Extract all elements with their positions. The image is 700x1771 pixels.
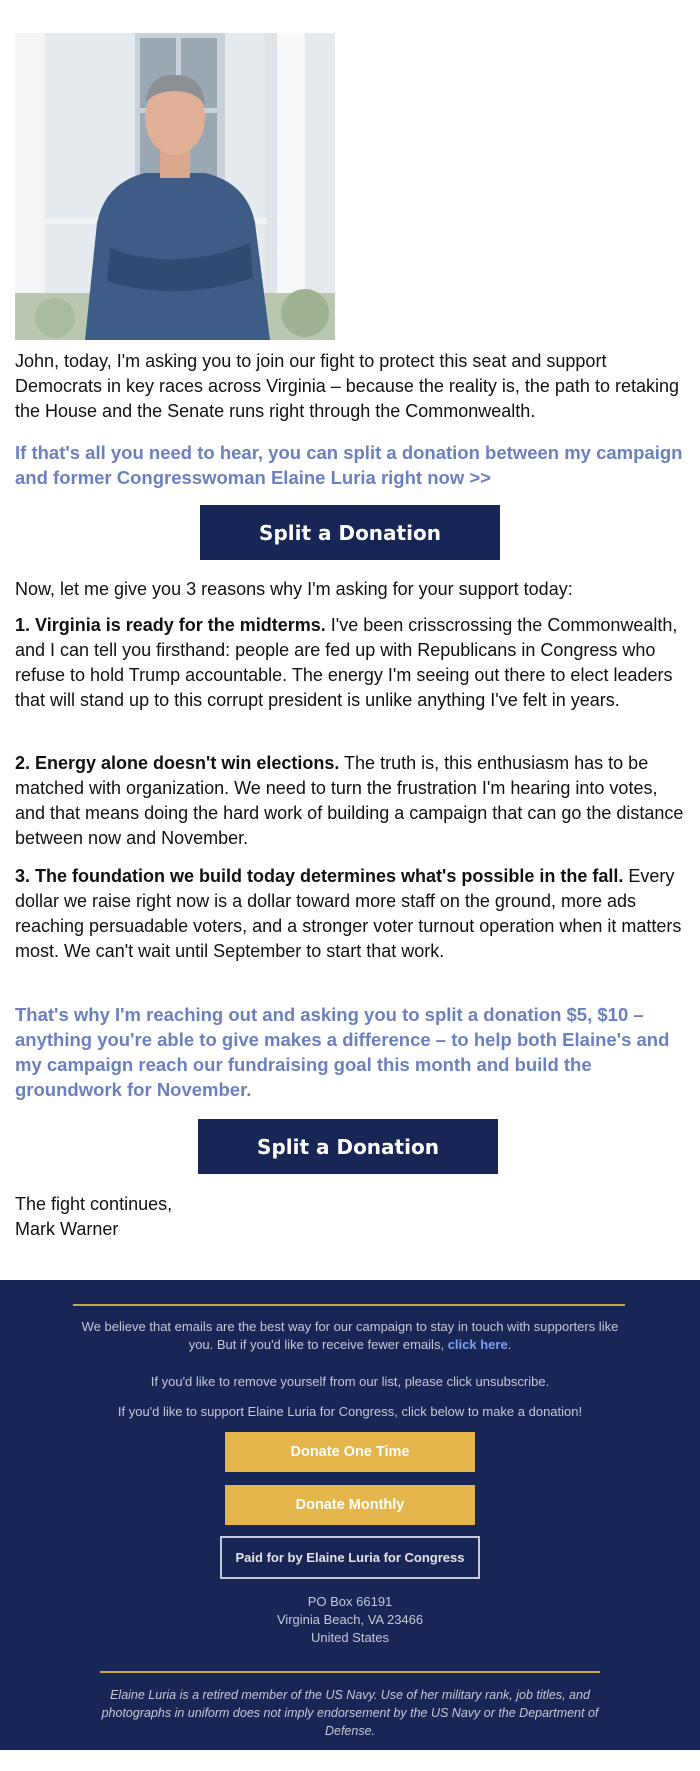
reason-2: [15, 751, 685, 851]
address-line-3: United States: [310, 1630, 390, 1645]
split-donation-button-bottom[interactable]: Split a Donation: [198, 1119, 498, 1174]
support-text: If you'd like to support Elaine Luria for Congress, click below to make a donation!: [117, 1404, 583, 1419]
email-preferences-copy: We believe that emails are the best way for our campaign to stay in touch with supporters like you. But if you'd like to receive fewer emails,: [81, 1319, 619, 1352]
candidate-photo-illustration: [15, 33, 335, 340]
page-bottom-margin: [0, 1750, 700, 1771]
reason-1-title: 1. Virginia is ready for the midterms.: [15, 615, 326, 635]
split-donation-link[interactable]: If that's all you need to hear, you can split a donation between my campaign and former Congresswoman Elaine Luria right now >>: [15, 442, 683, 488]
reasons-intro: Now, let me give you 3 reasons why I'm asking for your support today:: [15, 579, 573, 599]
mailing-address: [0, 1593, 700, 1647]
reason-2-title: 2. Energy alone doesn't win elections.: [15, 753, 340, 773]
paid-for-by-box: Paid for by Elaine Luria for Congress: [220, 1536, 480, 1579]
signoff-line-1: The fight continues,: [15, 1194, 173, 1214]
signoff-name: Mark Warner: [15, 1219, 119, 1239]
address-line-2: Virginia Beach, VA 23466: [276, 1612, 424, 1627]
donate-monthly-button[interactable]: Donate Monthly: [225, 1485, 475, 1525]
candidate-photo: [15, 33, 335, 340]
unsubscribe-text[interactable]: If you'd like to remove yourself from our list, please click unsubscribe.: [150, 1374, 550, 1389]
footer-bottom-divider: [100, 1671, 600, 1673]
footer-top-divider: [73, 1304, 625, 1306]
email-preferences-text: We believe that emails are the best way for our campaign to stay in touch with supporters like you. But if you'd like to receive fewer emails, click here.: [81, 1319, 619, 1352]
navy-disclaimer: Elaine Luria is a retired member of the US Navy. Use of her military rank, job titles, and photographs in uniform does not imply endorsement by the US Navy or the Department of Defense.: [101, 1688, 599, 1738]
signoff: [15, 1192, 685, 1242]
reason-1: [15, 613, 685, 713]
split-donation-button-top[interactable]: Split a Donation: [200, 505, 500, 560]
reason-3: [15, 864, 685, 964]
reason-1-body: I've been crisscrossing the Commonwealth, and I can tell you firsthand: people are fed up with Republicans in Congress who refuse to hold Trump accountable. The energy I'm seeing out there to elect leaders that will stand up to this corrupt president is unlike anything I've felt in years.: [15, 615, 678, 710]
reason-3-body: Every dollar we raise right now is a dollar toward more staff on the ground, more ads reaching persuadable voters, and a stronger voter turnout operation when it matters most. We can't wait until September to start that work.: [15, 866, 682, 961]
address-line-1: PO Box 66191: [307, 1594, 393, 1609]
intro-paragraph: John, today, I'm asking you to join our fight to protect this seat and support Democrats in key races across Virginia – because the reality is, the path to retaking the House and the Senate runs right through the Commonwealth.: [15, 351, 679, 421]
fewer-emails-link[interactable]: click here: [447, 1337, 508, 1352]
reason-3-title: 3. The foundation we build today determines what's possible in the fall.: [15, 866, 624, 886]
reason-2-body: The truth is, this enthusiasm has to be matched with organization. We need to turn the frustration I'm hearing into votes, and that means doing the hard work of building a campaign that can go the distance between now and November.: [15, 753, 684, 848]
email-footer: [0, 1280, 700, 1750]
closing-cta-link[interactable]: That's why I'm reaching out and asking you to split a donation $5, $10 – anything you're able to give makes a difference – to help both Elaine's and my campaign reach our fundraising goal this month and build the groundwork for November.: [15, 1004, 670, 1100]
donate-one-time-button[interactable]: Donate One Time: [225, 1432, 475, 1472]
